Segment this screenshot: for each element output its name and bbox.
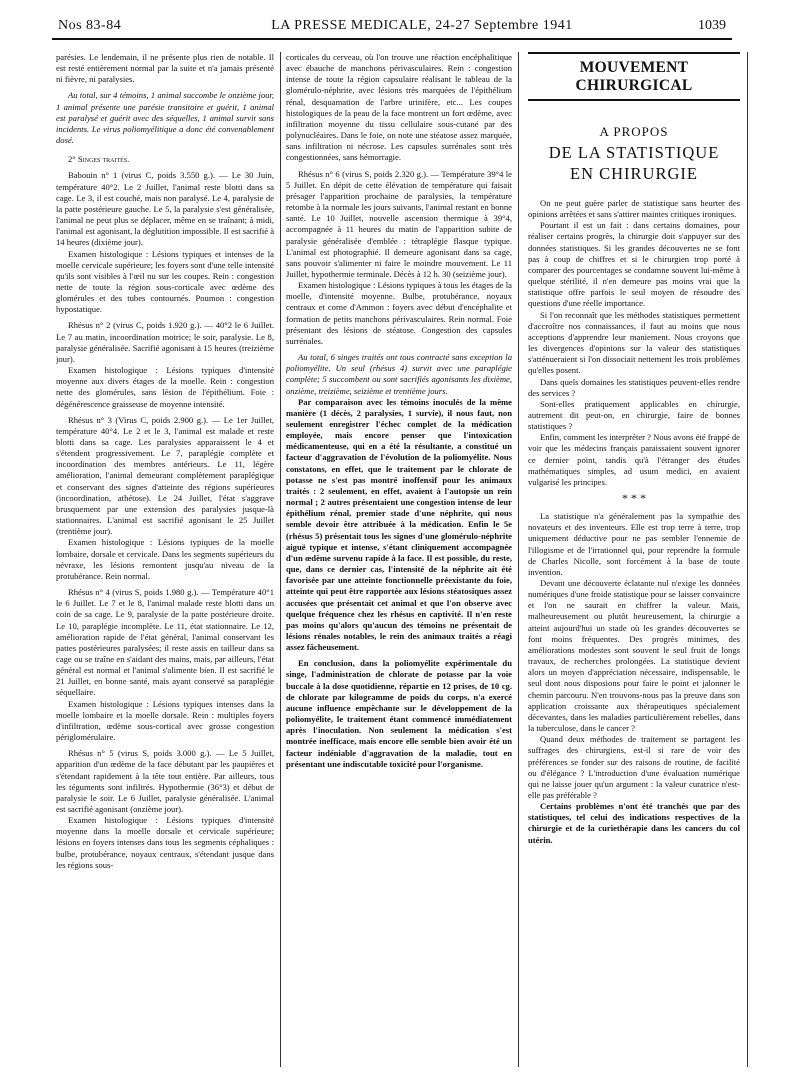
section-heading: 2° Singes traités. xyxy=(68,154,130,165)
article-title-line: DE LA STATISTIQUE xyxy=(548,143,720,162)
case-paragraph: Babouin n° 1 (virus C, poids 3.550 g.). — Le 30 Juin, température 40°2. Le 2 Juillet, l'animal reste blotti dans sa cage. Le 3, il est couché, mais non paralysé. Le 4, paralysie de la patte postérieure gauche. Le 5, la paralysie s'est généralisée, l'animal ne peut plus se déplacer, même en se traînant; à midi, l'animal est agonisant, la déglutition impossible. Il est sacrifié à 14 heures (dixième jour). xyxy=(56,170,274,248)
paragraph-summary: Au total, sur 4 témoins, 1 animal succombe le onzième jour, 1 animal présente une parésie transitoire et guérit, 1 animal est paralysé et guérit avec des séquelles, 1 animal survit sans incidents. Le virus poliomyélitique a donc été convenablement dosé. xyxy=(56,90,274,146)
paragraph-conclusion: En conclusion, dans la poliomyélite expérimentale du singe, l'administration de chlorate de potasse par la voie buccale à la dose quotidienne, répartie en 12 prises, de 10 cg. de chlorate par kilogramme de poids du corps, n'a exercé aucune influence empêchante sur le développement de la poliomyélite, le traitement étant commencé immédiatement après l'inoculation. Non seulement la médication s'est montrée inefficace, mais encore elle semble bien avoir été un facteur indéniable d'aggravation de la maladie, tout en présentant une indiscutable toxicité pour l'organisme. xyxy=(286,658,512,769)
journal-title-date xyxy=(252,18,592,34)
column-divider xyxy=(747,52,748,1067)
journal-name: LA PRESSE MEDICALE, xyxy=(271,18,432,33)
page-number: 1039 xyxy=(698,18,726,33)
paragraph: parésies. Le lendemain, il ne présente plus rien de notable. Il est resté entièrement normal par la suite et n'a jamais présenté ni fièvre, ni paralysies. xyxy=(56,52,274,85)
case-paragraph: Rhésus n° 4 (virus S, poids 1.980 g.). — Température 40°1 le 6 Juillet. Le 7 et le 8, l'animal malade reste blotti dans un coin de sa cage. Le 9, paralysie de la patte postérieure droite. Le 10, paraplégie incomplète. Le 11, état stationnaire. Le 12, amélioration rapide de l'état général, l'animal conservant les pattes postérieures paralysées; il reste assis en tailleur dans sa cage ou se traîne en s'aidant des mains, mais, par ailleurs, l'état général est normal et l'animal s'alimente bien. Il est sacrifié le 21 Juillet, en bonne santé, mais ayant conservé sa paraplégie séquellaire. xyxy=(56,587,274,698)
case-paragraph: Rhésus n° 5 (virus S, poids 3.000 g.). — Le 5 Juillet, apparition d'un œdème de la face débutant par les paupières et s'étendant rapidement à la tête tout entière. Par ailleurs, tous les téguments sont infiltrés. Hypothermie (36°3) et début de paralysie le soir. Le 6 Juillet, paralysie généralisée. L'animal est sacrifié agonisant (onzième jour). xyxy=(56,748,274,814)
article-title-line: EN CHIRURGIE xyxy=(570,164,698,183)
paragraph: Examen histologique : Lésions typiques à tous les étages de la moelle, d'intensité moyenne. Bulbe, protubérance, noyaux centraux et corne d'Ammon : foyers avec début d'encéphalite et formation de petits manchons périvasculaires. Rein normal. Foie présentant des lésions de stéatose. Congestion des capsules surrénales. xyxy=(286,280,512,346)
paragraph: Si l'on reconnaît que les méthodes statistiques permettent d'accroître nos connaissances, il faut au moins que nous acceptions d'apprendre leur maniement. Nous croyons que les divergences d'opinions sur la valeur des statistiques s'atténueraient si l'on dissociait nettement les trois problèmes qu'elles posent. xyxy=(528,309,740,376)
paragraph: corticales du cerveau, où l'on trouve une réaction encéphalitique avec ébauche de manchons périvasculaires. Rein : congestion intense de toute la région capsulaire réalisant le tableau de la glomérulo-néphrite, avec lésions très marquées de l'épithélium rénal, desquamation de l'arbre urinifère, etc... Les coupes histologiques de la peau de la face montrent un fort œdème, avec infiltration moyenne du tissu cellulaire sous-cutané par des polynucléaires. Dans le foie, on note une stéatose assez marquée, sans infiltration ni nécrose. Les capsules surrénales sont très congestionnées, sans hémorragie. xyxy=(286,52,512,163)
paragraph: Quand deux méthodes de traitement se partagent les suffrages des chirurgiens, est-il si rare de voir des préférences se fonder sur des raisons de routine, de facilité ou d'élégance ? L'introduction d'une évaluation numérique qui ne laisse jouer qu'un argument : la valeur curatrice n'est-elle pas préférable ? xyxy=(528,734,740,800)
case-paragraph: Rhésus n° 2 (virus C, poids 1.920 g.). — 40°2 le 6 Juillet. Le 7 au matin, incoordination motrice; le soir, paralysie. Le 8, paralysie généralisée. Sacrifié agonisant à 15 heures (treizième jour). xyxy=(56,320,274,364)
case-paragraph: Rhésus n° 3 (Virus C, poids 2.900 g.). — Le 1er Juillet, température 40°4. Le 2 et le 3, l'animal est malade et reste blotti dans sa cage. Les paralysies apparaissent le 4 et s'étendent progressivement. Le 7, paraplégie complète et incoordination des membres antérieurs. Le 11, légère amélioration, l'animal demeurant complètement paraplégique et conservant des signes d'atteinte des régions supérieures (incoordination, athétose). Le 24 Juillet, l'état s'aggrave brusquement par une extension des paralysies jusque-là stationnaires. L'animal est sacrifié agonisant le 25 Juillet (trentième jour). xyxy=(56,414,274,537)
paragraph-summary: Au total, 6 singes traités ont tous contracté sans exception la poliomyélite. Un seul (rhésus 4) survit avec une paraplégie complète; 5 succombent ou sont sacrifiés agonisants les dixième, onzième, treizième, seizième et trentième jours. xyxy=(286,352,512,396)
paragraph: Examen histologique : Lésions typiques et intenses de la moelle cervicale supérieure; les foyers sont d'une telle intensité qu'ils sont visibles à l'œil nu sur les coupes. Rein : congestion nette de toute la région sous-corticale avec œdème des glomérules et des tubes contournés. Poumon : congestion hypostatique. xyxy=(56,248,274,315)
paragraph: Examen histologique : Lésions typiques d'intensité moyenne dans la moelle dorsale et cervicale supérieure; lésions en foyers intenses dans tous les segments céphaliques : bulbe, protubérance, noyaux centraux, s'étendant jusque dans les régions sous- xyxy=(56,815,274,870)
text-column-1 xyxy=(56,52,274,1070)
paragraph: Sont-elles pratiquement applicables en chirurgie, autrement dit peut-on, en chirurgie, faire de bonnes statistiques ? xyxy=(528,398,740,432)
paragraph-discussion: Par comparaison avec les témoins inoculés de la même manière (1 décès, 2 paralysies, 1 survie), il nous faut, non seulement enregistrer l'échec complet de la médication employée, mais encore penser que l'intoxication médicamenteuse, qui en a été la résultante, a constitué un facteur d'aggravation de l'évolution de la poliomyélite. Nous constatons, en effet, que le traitement par le chlorate de potasse ne s'est pas montré inoffensif pour les animaux traités : 2 seulement, en effet, avaient à l'autopsie un rein normal ; 2 autres présentaient une congestion intense de leur épithélium rénal, premier stade d'une néphrite, qui nous semble devoir être attribuée à la médication. Enfin le 5e (rhésus 5) présentait tous les signes d'une glomérulo-néphrite aiguë typique et intense, s'étant cliniquement accompagnée d'un œdème survenu rapide à la face. Il est possible, du reste, que, dans ce dernier cas, l'intensité de la néphrite ait été favorisée par une atteinte fonctionnelle préexistante du foie, atteinte qui peut être rapportée aux lésions stéatosiques assez accusées que présentait cet animal et que l'on observe avec quelque fréquence chez les rhésus en captivité. Il n'en reste pas moins qu'alors qu'aucun des témoins ne présentait de lésions rénales notables, le rein des animaux traités a réagi assez fâcheusement. xyxy=(286,396,512,653)
case-paragraph: Rhésus n° 6 (virus S, poids 2.320 g.). — Température 39°4 le 5 Juillet. En dépit de cette élévation de température qui faisait présager l'apparition prochaine de paralysies, la température retombe à la normale les jours suivants, l'animal restant en bonne santé. Le 10 Juillet, nouvelle ascension thermique à 39°4, accompagnée à 11 heures du matin de l'apparition subite de paralysie généralisée d'emblée : tétraplégie flasque typique. L'animal est photographié. Il demeure agonisant dans sa cage, sans pouvoir s'alimenter ni faire le moindre mouvement. Le 11 Juillet, hypothermie terminale. Décès à 12 h. 30 (seizième jour). xyxy=(286,168,512,279)
paragraph: Examen histologique : Lésions typiques intenses dans la moelle lombaire et la moelle dorsale. Rein : multiples foyers d'infiltration, œdème sous-cortical avec grosse congestion périglomérulaire. xyxy=(56,698,274,743)
article-title xyxy=(528,121,740,184)
paragraph: Examen histologique : Lésions typiques de la moelle lombaire, dorsale et cervicale. Dans les segments supérieurs du névraxe, les lésions remontent jusqu'au niveau de la protubérance. Rein normal. xyxy=(56,537,274,581)
paragraph: On ne peut guère parler de statistique sans heurter des opinions arrêtées et sans s'attirer maintes critiques ironiques. xyxy=(528,198,740,220)
article-title-line: A PROPOS xyxy=(599,124,669,139)
page-header xyxy=(52,16,732,40)
paragraph: Enfin, comment les interpréter ? Nous avons été frappé de voir que les médecins français paraissaient souvent ignorer ce dernier point, tandis qu'à l'étranger des études mathématiques simples, ad usum medici, en avaient vulgarisé les principes. xyxy=(528,432,740,487)
paragraph: Examen histologique : Lésions typiques d'intensité moyenne aux divers étages de la moelle. Rein : congestion nette des glomérules, sans lésion de l'épithélium. Foie : dégénérescence graisseuse de moyenne intensité. xyxy=(56,365,274,409)
column-divider xyxy=(518,52,519,1067)
section-separator-stars: * * * xyxy=(622,491,646,506)
paragraph: Pourtant il est un fait : dans certains domaines, pour réaliser certains progrès, la chirurgie doit s'appuyer sur des données statistiques. Si les grandes découvertes ne se font pas à coup de chiffres et si le chirurgien trop porté à comparer des pourcentages se condamne souvent lui-même à quelque stérilité, il n'en demeure pas moins vrai que la statistique offre parfois le seul moyen de résoudre des questions d'une réelle importance. xyxy=(528,220,740,309)
column-divider xyxy=(280,52,281,1067)
issue-number: Nos 83-84 xyxy=(58,18,122,33)
paragraph: La statistique n'a généralement pas la sympathie des novateurs et des inventeurs. Elle est trop terre à terre, trop uniquement déductive pour ne pas sembler l'ennemie de l'illogisme et de l'irrationnel qui, pour reprendre la formule de Charles Nicolle, sont forcément à la base de toute invention. xyxy=(528,511,740,577)
paragraph: Devant une découverte éclatante nul n'exige les données numériques d'une froide statistique pour se laisser convaincre et l'on ne saurait en chiffrer la valeur. Mais, malheureusement ou plutôt heureusement, la chirurgie a atteint aujourd'hui un stade où les grandes découvertes se font moins fréquentes. Des progrès minimes, des améliorations modestes sont souvent le seul fruit de longs travaux, de recherches prolongées. La statistique devient alors un moyen d'appréciation nécessaire, indispensable, le seul dont nous disposions pour faire le point et jalonner le chemin parcouru. N'en trouvons-nous pas la preuve dans son application croissante aux thérapeutiques spécialement décevantes, dans les maladies particulièrement rebelles, dans la tuberculose, dans le cancer ? xyxy=(528,578,740,734)
text-column-3 xyxy=(528,52,740,1070)
section-banner: MOUVEMENT CHIRURGICAL xyxy=(528,52,740,101)
paragraph: Dans quels domaines les statistiques peuvent-elles rendre des services ? xyxy=(528,376,740,398)
issue-date: 24-27 Septembre 1941 xyxy=(435,18,573,33)
paragraph: Certains problèmes n'ont été tranchés que par des statistiques, tel celui des indications respectives de la chirurgie et de la curiethérapie dans les cancers du col utérin. xyxy=(528,801,740,845)
text-column-2 xyxy=(286,52,512,1070)
